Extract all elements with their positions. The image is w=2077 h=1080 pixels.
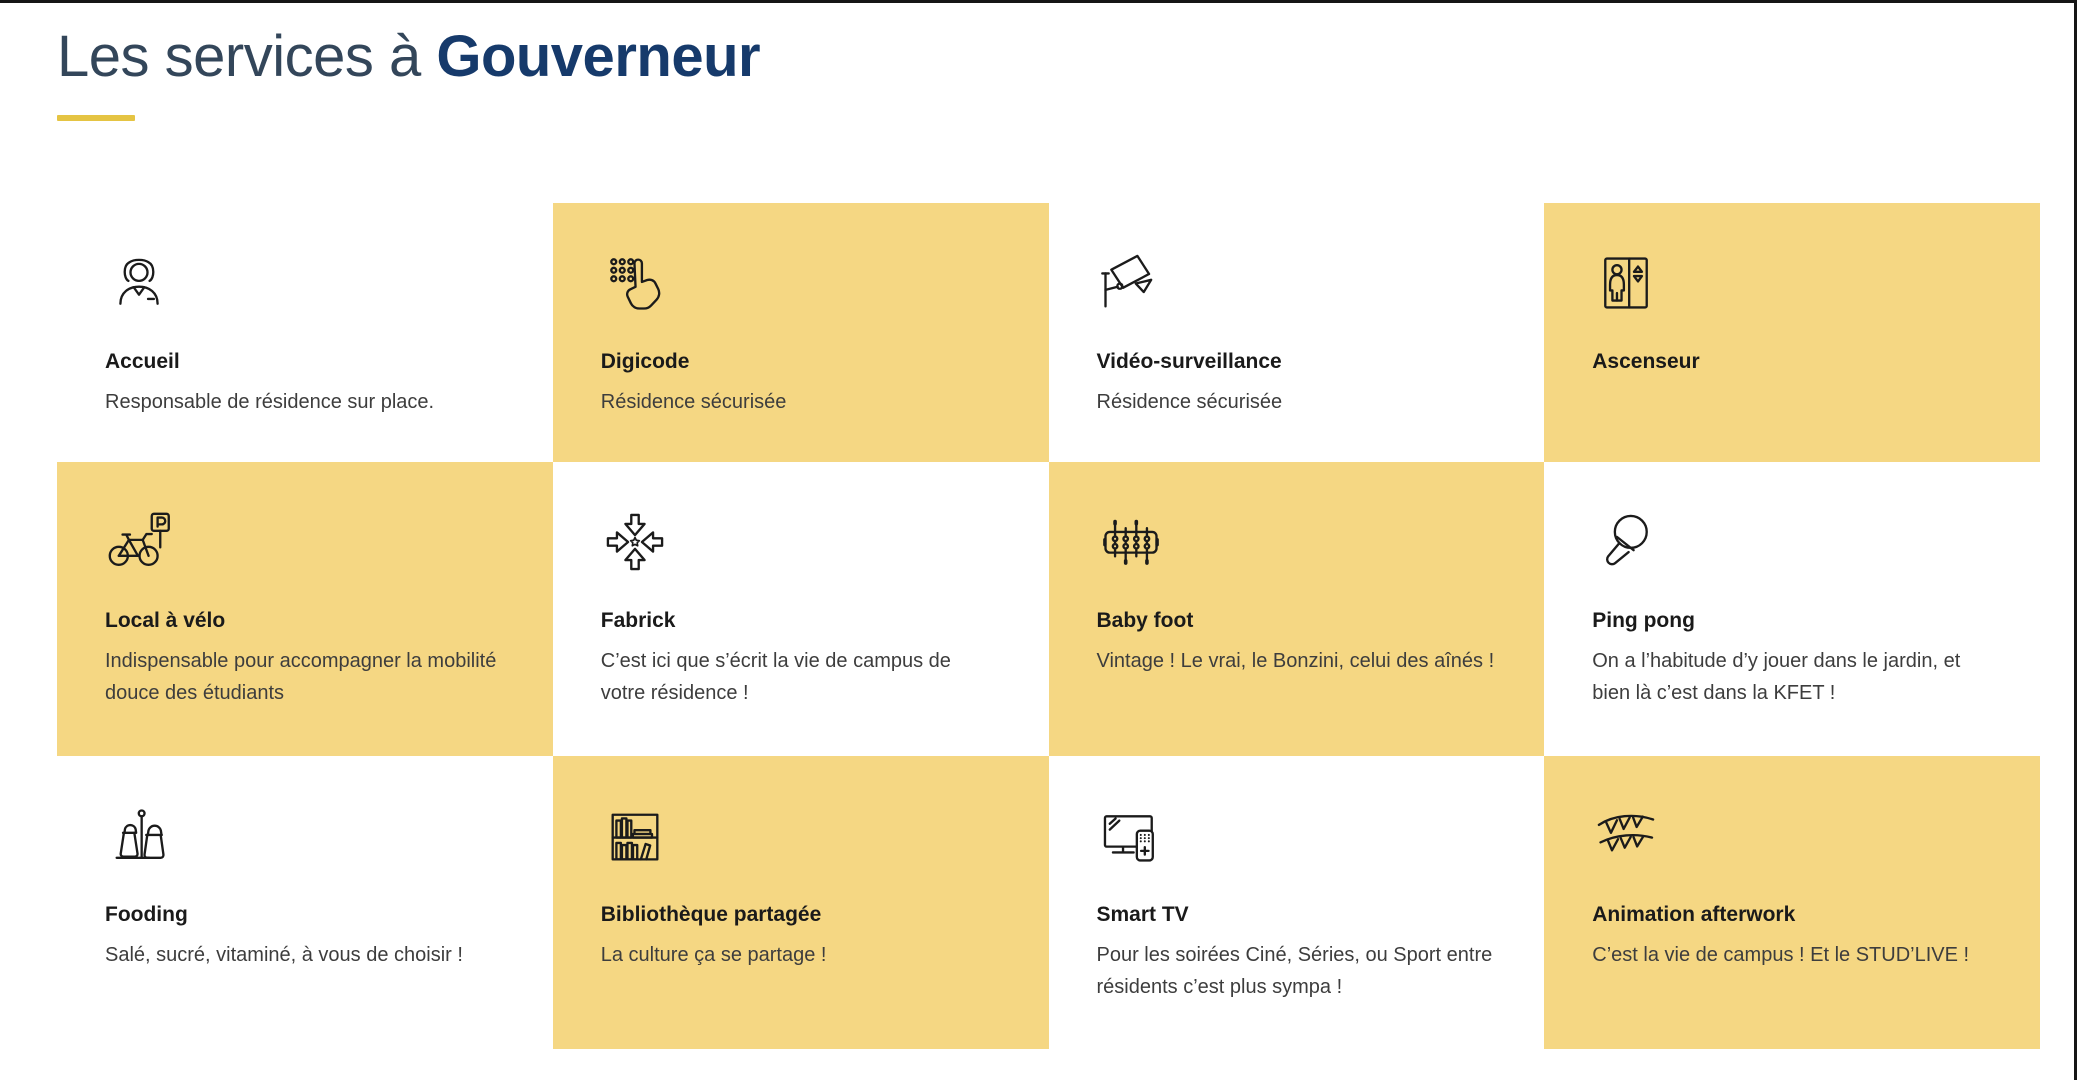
service-card bbox=[553, 462, 1049, 756]
service-card bbox=[57, 203, 553, 462]
cctv-camera-icon bbox=[1097, 249, 1165, 317]
page-title bbox=[57, 24, 2074, 89]
service-description: C’est la vie de campus ! Et le STUD’LIVE ! bbox=[1592, 944, 1970, 966]
service-card bbox=[553, 756, 1049, 1049]
party-garland-icon bbox=[1592, 802, 1660, 870]
page-title-bold: Gouverneur bbox=[436, 24, 761, 89]
service-description: Pour les soirées Ciné, Séries, ou Sport entre résidents c’est plus sympa ! bbox=[1096, 944, 1493, 998]
service-card bbox=[553, 203, 1049, 462]
service-card bbox=[1049, 756, 1545, 1049]
service-title: Animation afterwork bbox=[1592, 903, 1796, 926]
service-title: Smart TV bbox=[1096, 903, 1189, 926]
service-card bbox=[1544, 462, 2040, 756]
keypad-icon bbox=[601, 249, 669, 317]
title-accent-underline bbox=[57, 115, 135, 121]
service-description: Responsable de résidence sur place. bbox=[105, 391, 435, 413]
smart-tv-icon bbox=[1097, 802, 1165, 870]
services-grid bbox=[57, 203, 2040, 1049]
service-description: On a l’habitude d’y jouer dans le jardin, et bien là c’est dans la KFET ! bbox=[1592, 650, 1961, 704]
service-title: Bibliothèque partagée bbox=[600, 903, 822, 926]
service-card bbox=[57, 462, 553, 756]
service-title: Accueil bbox=[105, 350, 180, 373]
service-description: Résidence sécurisée bbox=[1096, 391, 1283, 413]
service-title: Ping pong bbox=[1592, 609, 1695, 632]
service-card bbox=[1544, 203, 2040, 462]
service-title: Fabrick bbox=[600, 609, 676, 632]
service-card bbox=[1049, 462, 1545, 756]
collaboration-icon bbox=[601, 508, 669, 576]
service-card bbox=[57, 756, 553, 1049]
service-description: La culture ça se partage ! bbox=[600, 944, 827, 966]
receptionist-icon bbox=[105, 249, 173, 317]
service-title: Ascenseur bbox=[1592, 350, 1700, 373]
page-title-light: Les services à bbox=[57, 24, 437, 89]
foosball-icon bbox=[1097, 508, 1165, 576]
section-header bbox=[0, 3, 2074, 88]
service-description: Vintage ! Le vrai, le Bonzini, celui des aînés ! bbox=[1096, 650, 1495, 672]
service-description: C’est ici que s’écrit la vie de campus de votre résidence ! bbox=[600, 650, 951, 704]
bookshelf-icon bbox=[601, 802, 669, 870]
service-title: Baby foot bbox=[1096, 609, 1194, 632]
service-description: Indispensable pour accompagner la mobilité douce des étudiants bbox=[105, 650, 497, 704]
bike-parking-icon bbox=[105, 508, 173, 576]
service-title: Local à vélo bbox=[105, 609, 226, 632]
salt-pepper-icon bbox=[105, 802, 173, 870]
service-description: Salé, sucré, vitaminé, à vous de choisir ! bbox=[105, 944, 463, 966]
service-card bbox=[1049, 203, 1545, 462]
service-card bbox=[1544, 756, 2040, 1049]
elevator-icon bbox=[1592, 249, 1660, 317]
service-title: Digicode bbox=[600, 350, 690, 373]
service-description: Résidence sécurisée bbox=[600, 391, 787, 413]
table-tennis-icon bbox=[1592, 508, 1660, 576]
service-title: Vidéo-surveillance bbox=[1096, 350, 1282, 373]
service-title: Fooding bbox=[105, 903, 188, 926]
